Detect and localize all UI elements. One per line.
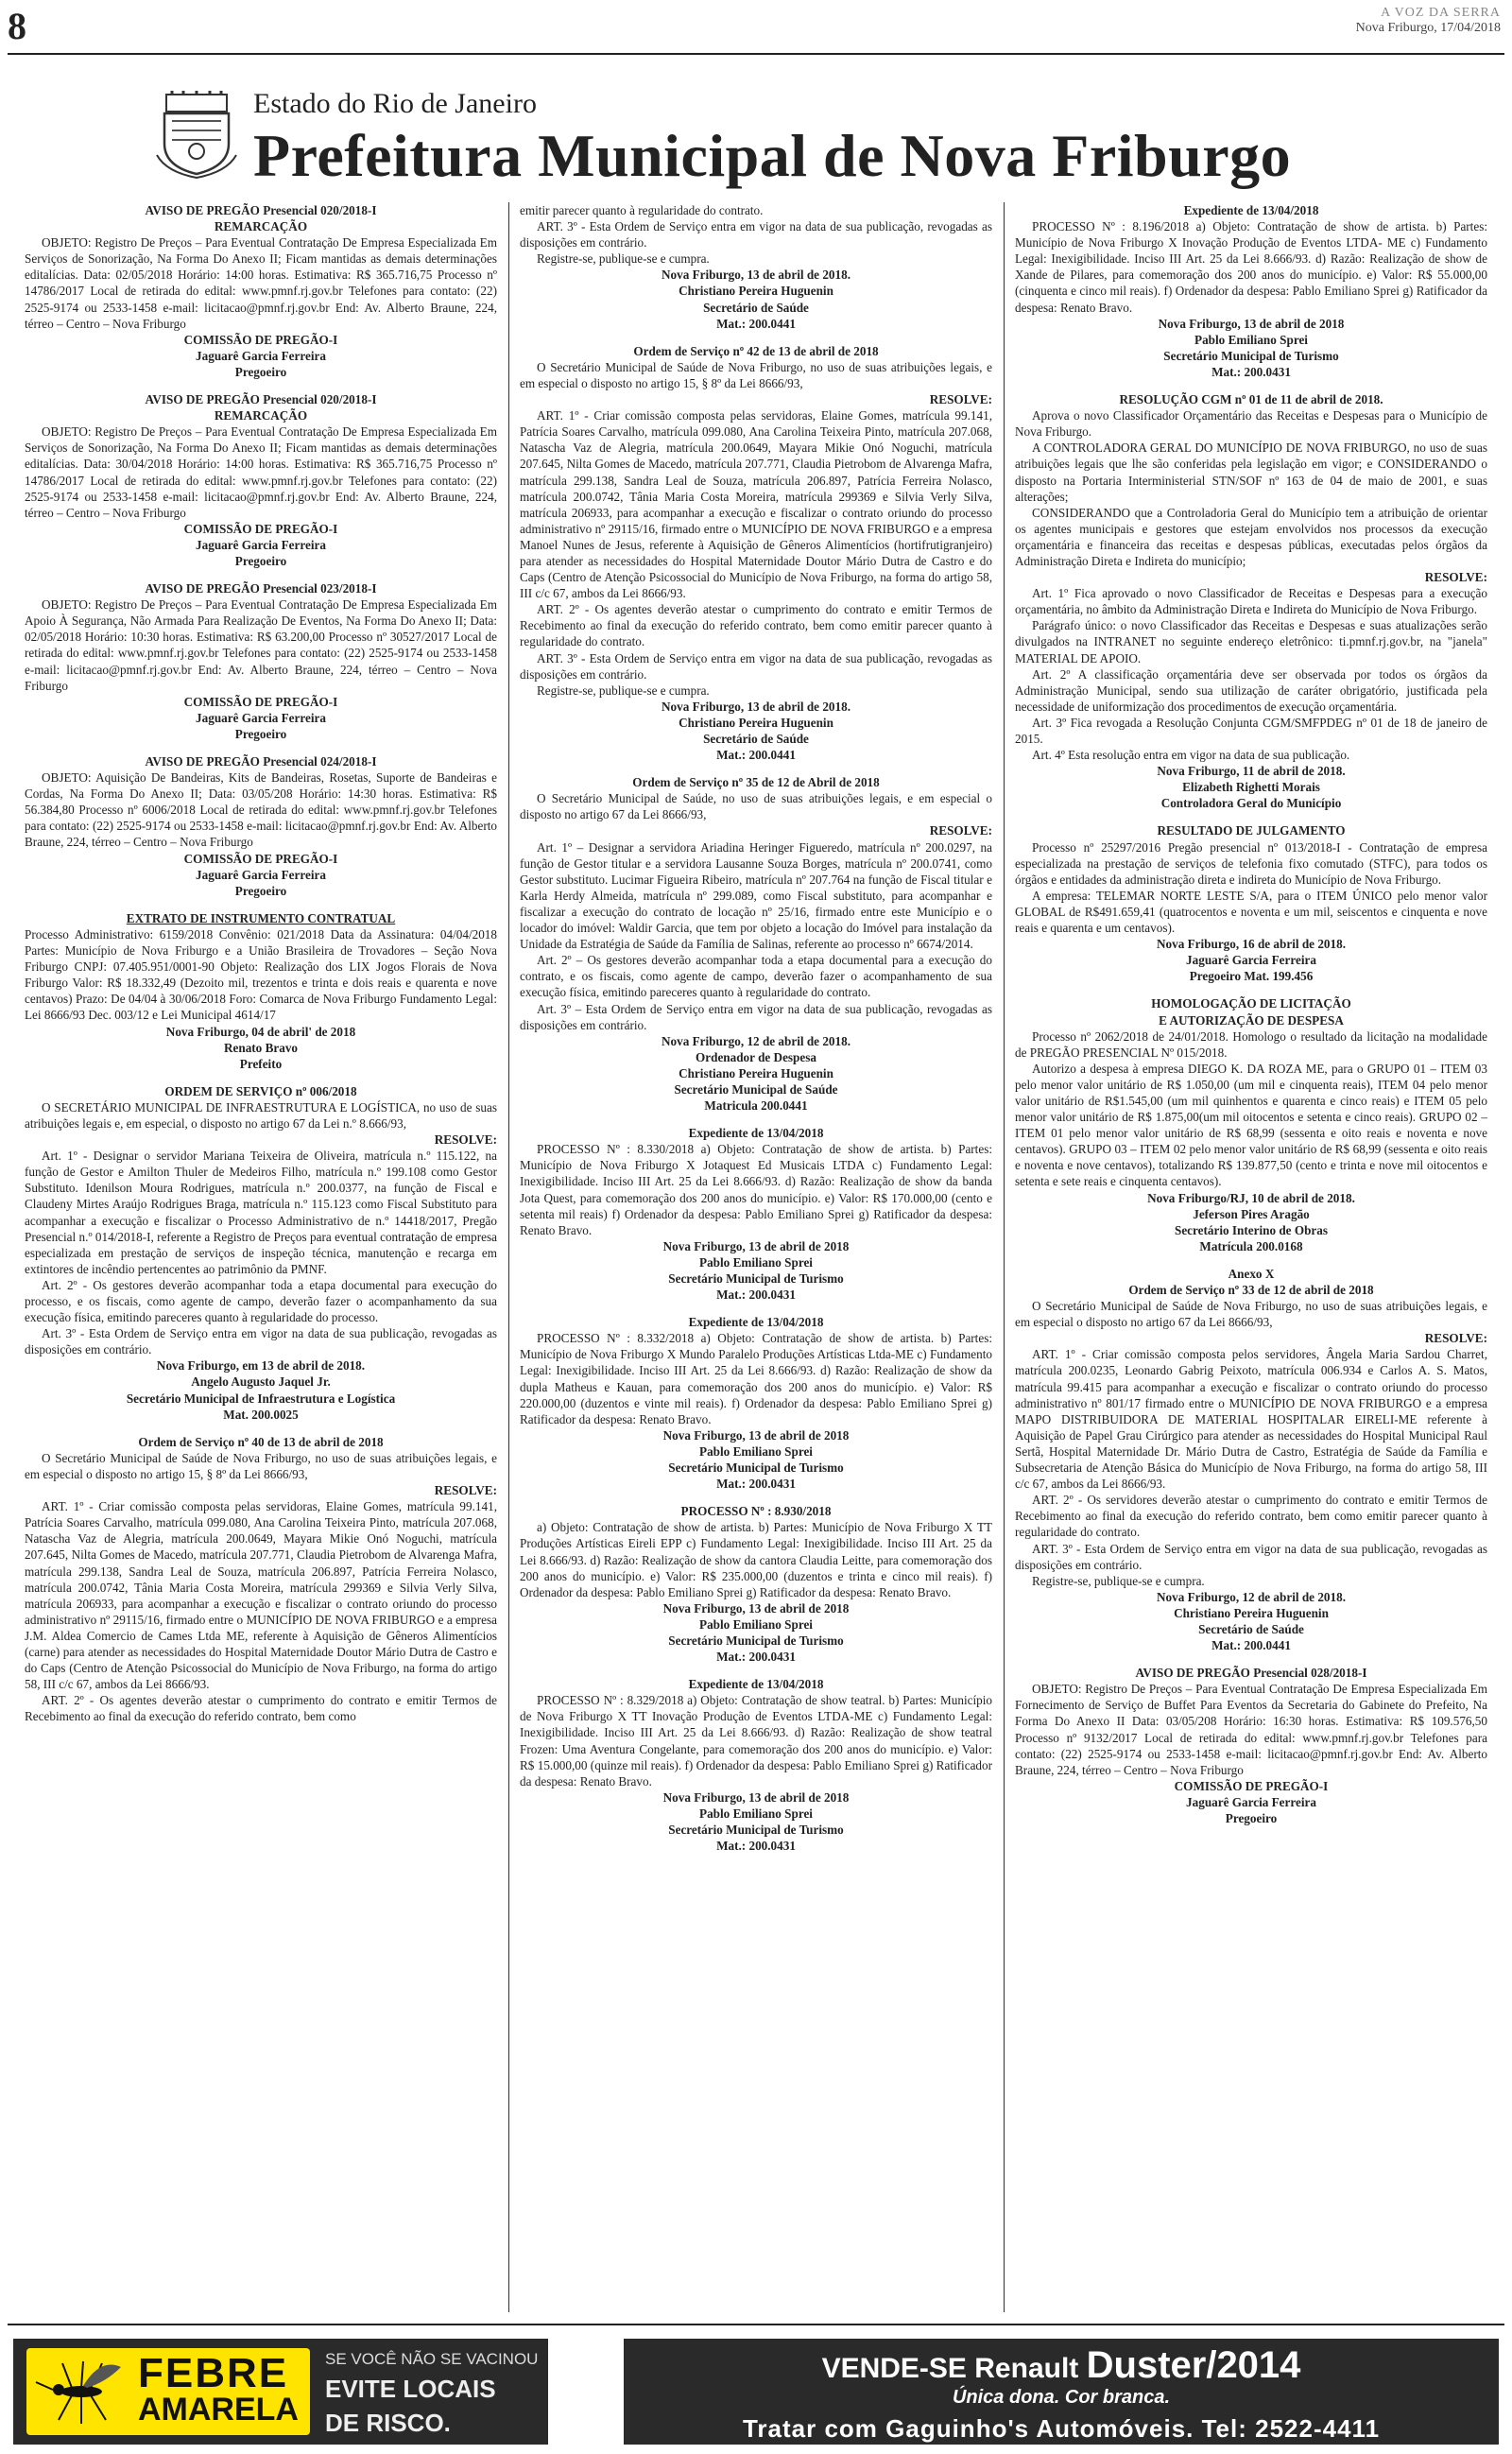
article-text: ART. 1º - Criar comissão composta pelos servidores, Ângela Maria Sardou Charret, matrícula 200.0235, Leonardo Gabrig Peixoto, matrícula 006.934 e Carlos A. S. Matos, matrícula 99.415 para acompanhar a execução e fiscalizar o contrato oriundo do processo administrativo nº 801/17 firmado entre o MUNICÍPIO DE NOVA FRIBURGO e a empresa MAPO DISTRIBUIDORA DE MATERIAL HOSPITALAR EIRELI-ME referente à Aquisição de Papel Grau Cirúrgico para atender as necessidades do Hospital Municipal Raul Sertã, Hospital Maternidade Dr. Mário Dutra de Castro, Estratégia de Saúde da Família e Subsecretaria de Atenção Básica do Município de Nova Friburgo, na forma do artigo 58, III c/c 67, ambos da Lei 8666/93. bbox=[1015, 1347, 1487, 1492]
signature-date: Nova Friburgo, 11 de abril de 2018. bbox=[1157, 764, 1346, 779]
signature-date: Nova Friburgo, 13 de abril de 2018 bbox=[662, 1238, 850, 1253]
signature-date: Nova Friburgo, 13 de abril de 2018 bbox=[662, 1600, 850, 1616]
notice-body: OBJETO: Registro De Preços – Para Eventual Contratação De Empresa Especializada Em Serviços de Sonorização, Na Forma Do Anexo II; Ficam mantidas as demais determinações editalícias. Data: 30/04/2018 Horário: 14:00 horas. Estimativa: R$ 365.716,75 Processo nº 14786/2017 Local de retirada do edital: www.pmnf.rj.gov.br Telefones para contato: (22) 2525-9174 ou 2533-1458 e-mail: licitacao@pmnf.rj.gov.br End: Av. Alberto Braune, 224, térreo – Centro – Nova Friburgo bbox=[25, 424, 497, 520]
signature-role: Secretário de Saúde bbox=[703, 732, 809, 746]
article-text: ART. 1º - Criar comissão composta pelas servidoras, Elaine Gomes, matrícula 99.141, Patrícia Soares Carvalho, matrícula 099.080, Ana Carolina Teixeira Pinto, matrícula 207.068, Natascha Vaz de Alegria, matrícula 200.0649, Mayara Mikie Onó Noguchi, matrícula 207.645, Nilta Gomes de Macedo, matrícula 207.771, Claudia Pietrobom de Alvarenga Mafra, matrícula 299.138, Sandra Leal de Souza, matrícula 206.897, Patrícia Ferreira Nolasco, matrícula 200.0742, Tânia Maria Costa Moreira, matrícula 299369 e Silvia Verly Silva, matrícula 206933, para acompanhar a execução e fiscalizar o contrato oriundo do processo administrativo nº 29115/16, firmado entre o MUNICÍPIO DE NOVA FRIBURGO e a empresa J.M. Aldea Comercio de Cames Ltda ME, referente à Aquisição de Gêneros Alimentícios (carne) para atender as necessidades do Hospital Maternidade Doutor Mário Dutra de Castro e do Caps (Centro de Atenção Psicossocial do Município de Nova Friburgo, na forma do artigo 58, III c/c 67, ambos da Lei 8666/93. bbox=[25, 1499, 497, 1692]
notice-subtitle: REMARCAÇÃO bbox=[214, 219, 308, 234]
footer-rule bbox=[8, 2324, 1504, 2325]
notice-title: RESULTADO DE JULGAMENTO bbox=[1157, 823, 1346, 838]
mosquito-icon bbox=[34, 2354, 129, 2429]
resolve-heading: RESOLVE: bbox=[434, 1132, 497, 1148]
signature-role: Secretário Municipal de Infraestrutura e Logística bbox=[126, 1391, 396, 1406]
signature-name: Christiano Pereira Huguenin bbox=[1174, 1605, 1329, 1620]
signature-id: Mat.: 200.0431 bbox=[716, 1477, 796, 1492]
newspaper-name: A VOZ DA SERRA bbox=[1381, 6, 1501, 20]
notice-title: AVISO DE PREGÃO Presencial 023/2018-I bbox=[145, 581, 377, 596]
signature-role: Pregoeiro bbox=[234, 726, 287, 741]
article-text: Registre-se, publique-se e cumpra. bbox=[1032, 1573, 1205, 1588]
signature-line: COMISSÃO DE PREGÃO-I bbox=[183, 694, 338, 709]
expediente-8329 bbox=[520, 1676, 992, 1854]
ad-fever-word2: AMARELA bbox=[138, 2392, 299, 2428]
resolve-heading: RESOLVE: bbox=[434, 1483, 497, 1498]
notice-title: AVISO DE PREGÃO Presencial 024/2018-I bbox=[145, 754, 377, 769]
ad-fever-text bbox=[325, 2350, 542, 2437]
notice-intro: O Secretário Municipal de Saúde de Nova Friburgo, no uso de suas atribuições legais, e em especial o disposto no artigo 15, § 8º da Lei 8666/93, bbox=[25, 1450, 497, 1481]
ad-fever-line1: SE VOCÊ NÃO SE VACINOU bbox=[325, 2350, 539, 2368]
notice-title: Ordem de Serviço nº 40 de 13 de abril de 2018 bbox=[138, 1434, 384, 1449]
notice-body: A empresa: TELEMAR NORTE LESTE S/A, para o ITEM ÚNICO pelo menor valor GLOBAL de R$491.659,41 (quatrocentos e noventa e um mil, seiscentos e cinquenta e nove reais e quarenta e um centavos). bbox=[1015, 888, 1487, 936]
signature-role: Secretário Municipal de Saúde bbox=[674, 1081, 838, 1097]
page-number: 8 bbox=[8, 5, 26, 47]
signature-date: Nova Friburgo, 13 de abril de 2018 bbox=[662, 1789, 850, 1805]
signature-id: Matrícula 200.0168 bbox=[1199, 1238, 1303, 1253]
signature-id: Mat.: 200.0441 bbox=[716, 748, 796, 763]
notice-title: Expediente de 13/04/2018 bbox=[688, 1126, 824, 1141]
article-text: Art. 3º – Esta Ordem de Serviço entra em vigor na data de sua publicação, revogadas as disposições em contrário. bbox=[520, 1001, 992, 1032]
notice-body: PROCESSO Nº : 8.196/2018 a) Objeto: Contratação de show de artista. b) Partes: Município de Nova Friburgo X Inovação Produção de Eventos LTDA- ME c) Fundamento Legal: Inexigibilidade. Inciso III Art. 25 da Lei 8.666/93. d) Razão: Realização de show de Xande de Pilares, para comemoração dos 200 anos do município. e) Valor: R$ 55.000,00 (cinquenta e cinco mil reais). f) Ordenador da despesa: Pablo Emiliano Sprei g) Ratificador da despesa: Renato Bravo. bbox=[1015, 219, 1487, 315]
notice-body: Autorizo a despesa à empresa DIEGO K. DA ROZA ME, para o GRUPO 01 – ITEM 03 pelo menor valor unitário de R$ 1.050,00 (um mil e cinquenta reais), ITEM 04 pelo menor valor unitário de R$1.545,00 (um mil quinhentos e quarenta e cinco reais) e ITEM 05 pelo menor valor unitário de R$ 1.875,00(um mil oitocentos e setenta e cinco reais). GRUPO 02 – ITEM 01 pelo menor valor unitário de R$ 68,99 (sessenta e oito reais e noventa e nove centavos). GRUPO 03 – ITEM 02 pelo menor valor unitário de R$ 68,99 (sessenta e oito reais e noventa e nove centavos), totalizando R$ 139.877,50 (cento e trinta e nove mil oitocentos e setenta e sete reais e cinquenta centavos). bbox=[1015, 1061, 1487, 1189]
article-text: ART. 2º - Os agentes deverão atestar o cumprimento do contrato e emitir Termos de Recebimento ao final da execução do referido contrato, bem como bbox=[25, 1693, 497, 1724]
notice-title: AVISO DE PREGÃO Presencial 020/2018-I bbox=[145, 392, 377, 407]
article-text: A CONTROLADORA GERAL DO MUNICÍPIO DE NOVA FRIBURGO, no uso de suas atribuições legais que lhe são conferidas pela legislação em vigor; e CONSIDERANDO o disposto na Portaria Interministerial STN/SOF nº 163 de 04 de maio de 2001, e suas alterações; bbox=[1015, 441, 1487, 504]
notice-subtitle: REMARCAÇÃO bbox=[214, 408, 308, 423]
resolution-cgm-01 bbox=[1015, 391, 1487, 811]
column-divider bbox=[508, 202, 509, 2312]
signature-date: Nova Friburgo, 04 de abril' de 2018 bbox=[165, 1024, 356, 1039]
signature-date: Nova Friburgo, em 13 de abril de 2018. bbox=[156, 1358, 366, 1374]
notice-body: OBJETO: Registro De Preços – Para Eventual Contratação De Empresa Especializada Em Serviços de Sonorização, Na Forma Do Anexo II; Ficam mantidas as demais determinações editalícias. Data: 02/05/2018 Horário: 14:00 horas. Estimativa: R$ 365.716,75 Processo nº 14786/2017 Local de retirada do edital: www.pmnf.rj.gov.br Telefones para contato: (22) 2525-9174 ou 2533-1458 e-mail: licitacao@pmnf.rj.gov.br End: Av. Alberto Braune, 224, térreo – Centro – Nova Friburgo bbox=[25, 235, 497, 331]
article-text: Parágrafo único: o novo Classificador das Receitas e Despesas e suas atualizações serão divulgados na INTRANET no seguinte endereço eletrônico: ti.pmnf.rj.gov.br, na "janela" MATERIAL DE APOIO. bbox=[1015, 618, 1487, 665]
signature-role: Pregoeiro bbox=[234, 553, 287, 568]
article-text: Art. 2º – Os gestores deverão acompanhar toda a etapa documental para a execução do contrato, e os fiscais, como agente de campo, deverão fazer o acompanhamento de sua execução física, emitindo pareceres quanto à regularidade do contrato. bbox=[520, 953, 992, 1000]
signature-id: Mat. 200.0025 bbox=[223, 1407, 299, 1422]
signature-role: Prefeito bbox=[239, 1056, 283, 1071]
notice-body: Processo nº 2062/2018 de 24/01/2018. Homologo o resultado da licitação na modalidade de PREGÃO PRESENCIAL Nº 015/2018. bbox=[1015, 1028, 1487, 1060]
notice-body: Processo Administrativo: 6159/2018 Convênio: 021/2018 Data da Assinatura: 04/04/2018 Partes: Município de Nova Friburgo e a União Brasileira de Trovadores – Seção Nova Friburgo CNPJ: 07.405.951/0001-90 Objeto: Realização dos LIX Jogos Florais de Nova Friburgo Valor: R$ 18.332,49 (Dezoito mil, trezentos e trinta e dois reais e quarenta e nove centavos) Prazo: De 04/04 à 30/06/2018 Foro: Comarca de Nova Friburgo Fundamento Legal: Lei 8666/93 Dec. 003/12 e Lei Municipal 4614/17 bbox=[25, 926, 497, 1023]
signature-date: Nova Friburgo, 16 de abril de 2018. bbox=[1156, 937, 1346, 952]
signature-role: Pregoeiro bbox=[1225, 1811, 1278, 1825]
signature-name: Jeferson Pires Aragão bbox=[1193, 1206, 1310, 1221]
expediente-8330 bbox=[520, 1125, 992, 1303]
article-text: Art. 3º - Esta Ordem de Serviço entra em vigor na data de sua publicação, revogadas as disposições em contrário. bbox=[25, 1326, 497, 1357]
signature-line: COMISSÃO DE PREGÃO-I bbox=[183, 521, 338, 536]
article-text: Art. 3º Fica revogada a Resolução Conjunta CGM/SMFPDEG nº 01 de 18 de janeiro de 2015. bbox=[1015, 715, 1487, 746]
signature-id: Mat.: 200.0431 bbox=[716, 1839, 796, 1854]
notice-body: PROCESSO Nº : 8.332/2018 a) Objeto: Contratação de show de artista. b) Partes: Município de Nova Friburgo X Mundo Paralelo Produções Artísticas Ltda-ME c) Fundamento Legal: Inexigibilidade. Inciso III Art. 25 da Lei 8.666/93. d) Razão: Realização de show da dupla Matheus e Kauan, para comemoração dos 200 anos do município. e) Valor: R$ 220.000,00 (duzentos e vinte mil reais). f) Ordenador da despesa: Pablo Emiliano Sprei g) Ratificador da despesa: Renato Bravo. bbox=[520, 1331, 992, 1426]
article-text: Art. 1º – Designar a servidora Ariadina Heringer Figueredo, matrícula nº 200.0297, na função de Gestor titular e a servidora Lausanne Souza Borges, matrícula nº 200.0741, como Gestor substituto. Lucimar Figueira Ribeiro, matrícula nº 207.764 na função de Fiscal titular e Karla Herdy Almeida, matrícula nº 299.089, como Fiscal substituto, para acompanhar e fiscalizar a execução do contrato de locação nº 25/16, firmado entre este Município e o locador do imóvel: Waldir Garcia, que tem por objeto a locação do Imóvel para instalação da Unidade da Estratégia de Saúde da Família de Salinas, referente ao processo nº 6674/2014. bbox=[520, 839, 992, 952]
signature-name: Renato Bravo bbox=[223, 1040, 299, 1055]
ad-car-headline-text: VENDE-SE Renault bbox=[821, 2353, 1087, 2384]
article-text: Art. 4º Esta resolução entra em vigor na data de sua publicação. bbox=[1032, 748, 1350, 763]
annex-title: Anexo X bbox=[1228, 1266, 1275, 1281]
signature-name: Jaguarê Garcia Ferreira bbox=[196, 537, 326, 552]
expediente-8332 bbox=[520, 1314, 992, 1492]
signature-name: Jaguarê Garcia Ferreira bbox=[196, 867, 326, 882]
signature-id: Mat.: 200.0431 bbox=[1211, 364, 1291, 379]
resolve-heading: RESOLVE: bbox=[1424, 1331, 1487, 1346]
notice-title: AVISO DE PREGÃO Presencial 020/2018-I bbox=[145, 203, 377, 217]
signature-id: Mat.: 200.0441 bbox=[716, 316, 796, 331]
signature-date: Nova Friburgo, 13 de abril de 2018 bbox=[662, 1427, 850, 1443]
column-middle bbox=[520, 202, 992, 2308]
notice-title: EXTRATO DE INSTRUMENTO CONTRATUAL bbox=[126, 910, 396, 925]
article-text: ART. 3º - Esta Ordem de Serviço entra em vigor na data de sua publicação, revogadas as disposições em contrário. bbox=[520, 219, 992, 251]
resolve-heading: RESOLVE: bbox=[929, 823, 992, 838]
article-text: Art. 2º - Os gestores deverão acompanhar toda a etapa documental para execução do processo, e os fiscais, como agente de campo, deverão fazer o acompanhamento da sua execução física, emitindo pareceres quanto à regularidade do processo. bbox=[25, 1277, 497, 1325]
column-left bbox=[25, 202, 497, 2308]
column-right bbox=[1015, 202, 1487, 2308]
notice-body: PROCESSO Nº : 8.329/2018 a) Objeto: Contratação de show teatral. b) Partes: Município de Nova Friburgo X TT Inovação Produção de Eventos LTDA-ME c) Fundamento Legal: Inexigibilidade. Inciso III Art. 25 da Lei 8.666/93. d) Razão: Realização de show teatral Frozen: Uma Aventura Congelante, para comemoração dos 200 anos do município. e) Valor: R$ 15.000,00 (quinze mil reais). f) Ordenador da despesa: Pablo Emiliano Sprei g) Ratificador da despesa: Renato Bravo. bbox=[520, 1693, 992, 1789]
signature-name: Christiano Pereira Huguenin bbox=[679, 284, 833, 299]
signature-date: Nova Friburgo, 12 de abril de 2018. bbox=[661, 1033, 850, 1048]
signature-date: Nova Friburgo, 12 de abril de 2018. bbox=[1156, 1589, 1346, 1604]
signature-role: Secretário Municipal de Turismo bbox=[1163, 348, 1339, 363]
signature-line: COMISSÃO DE PREGÃO-I bbox=[183, 332, 338, 347]
signature-name: Pablo Emiliano Sprei bbox=[1194, 332, 1308, 347]
signature-role: Secretário Interino de Obras bbox=[1174, 1222, 1328, 1237]
article-text: ART. 1º - Criar comissão composta pelas servidoras, Elaine Gomes, matrícula 99.141, Patrícia Soares Carvalho, matrícula 099.080, Ana Carolina Teixeira Pinto, matrícula 207.068, Natascha Vaz de Alegria, matrícula 200.0649, Mayara Mikie Onó Noguchi, matrícula 207.645, Nilta Gomes de Macedo, matrícula 207.771, Claudia Pietrobom de Alvarenga Mafra, matrícula 299.138, Sandra Leal de Souza, matrícula 206.897, Patrícia Ferreira Nolasco, matrícula 200.0742, Tânia Maria Costa Moreira, matrícula 299369 e Silvia Verly Silva, matrícula 206933, para acompanhar a execução e fiscalizar o contrato oriundo do processo administrativo nº 29115/16, firmado entre o MUNICÍPIO DE NOVA FRIBURGO e a empresa Manoel Nunes de Jesus, referente à Aquisição de Gêneros Alimentícios (hortifrutigranjeiro) para atender as necessidades do Hospital Maternidade Doutor Mário Dutra de Castro e do Caps (Centro de Atenção Psicossocial do Município de Nova Friburgo, na forma do artigo 58, III c/c 67, ambos da Lei 8666/93. bbox=[520, 408, 992, 601]
notice-title: Expediente de 13/04/2018 bbox=[1183, 203, 1319, 217]
yellow-fever-ad bbox=[13, 2339, 548, 2445]
signature-id: Mat.: 200.0441 bbox=[1211, 1638, 1291, 1653]
notice-body: Processo nº 25297/2016 Pregão presencial nº 013/2018-I - Contratação de empresa especializada na prestação de serviços de telefonia fixo comutado (STFC), para todos os órgãos e entidades da administração direta e indireta do Município de Nova Friburgo. bbox=[1015, 839, 1487, 887]
article-text: Art. 2º A classificação orçamentária deve ser observada por todos os órgãos da Administração Municipal, sendo sua utilização de caráter obrigatório, justificada pela necessidade de uniformização dos procedimentos de execução orçamentária. bbox=[1015, 666, 1487, 714]
signature-role: Pregoeiro bbox=[234, 883, 287, 898]
article-text: ART. 2º - Os servidores deverão atestar o cumprimento do contrato e emitir Termos de Recebimento ao final da execução do referido contrato, bem como emitir parecer quanto à regularidade do contrato. bbox=[1015, 1493, 1487, 1540]
signature-name: Jaguarê Garcia Ferreira bbox=[1186, 953, 1316, 968]
signature-role: Secretário Municipal de Turismo bbox=[668, 1823, 844, 1837]
coat-of-arms-icon bbox=[153, 89, 240, 180]
article-text: CONSIDERANDO que a Controladoria Geral do Município tem a atribuição de orientar os agentes municipais e gestores que estejam envolvidos nos processos da execução orçamentária e financeira das receitas e despesas públicas, executadas pelos órgãos da Administração Direta e Indireta do município; bbox=[1015, 505, 1487, 568]
signature-name: Jaguarê Garcia Ferreira bbox=[196, 348, 326, 363]
signature-id: Mat.: 200.0431 bbox=[716, 1650, 796, 1665]
column-divider bbox=[1004, 202, 1005, 2312]
notice-pregao-024 bbox=[25, 753, 497, 899]
ad-car-contact: Tratar com Gaguinho's Automóveis. Tel: 2522-4411 bbox=[742, 2414, 1381, 2443]
article-text: Art. 1º - Designar o servidor Mariana Teixeira de Oliveira, matrícula n.º 115.122, na função de Gestor e Amilton Thuler de Medeiros Filho, matrícula n.º 199.108 como Gestor Substituto. Idenilson Moura Rodrigues, matrícula n.º 200.0377, na função de Fiscal e Claudeny Mirtes Araújo Rodrigues Braga, matrícula n.º 115.123 como Fiscal Substituto para acompanhar a execução e fiscalizar o Processo Administrativo de n.º 14418/2017, Pregão Presencial n.º 014/2018-I, referente a Registro de Preços para eventual contratação de empresa especializada em prestação de serviços de inspeção técnica, manutenção e recarga em extintores de incêndio pertencentes ao patrimônio da PMNF. bbox=[25, 1149, 497, 1276]
service-order-40 bbox=[25, 1434, 497, 1725]
resolve-heading: RESOLVE: bbox=[929, 392, 992, 407]
article-text: emitir parecer quanto à regularidade do contrato. bbox=[520, 203, 764, 217]
signature-name: Jaguarê Garcia Ferreira bbox=[196, 710, 326, 725]
service-order-40-continued bbox=[520, 202, 992, 332]
signature-date: Nova Friburgo, 13 de abril de 2018. bbox=[661, 699, 850, 714]
signature-line: COMISSÃO DE PREGÃO-I bbox=[183, 851, 338, 866]
processo-8930 bbox=[520, 1503, 992, 1665]
article-text: Registre-se, publique-se e cumpra. bbox=[537, 683, 710, 698]
expediente-8196 bbox=[1015, 202, 1487, 380]
ad-fever-line3: DE RISCO. bbox=[325, 2409, 451, 2437]
notice-title: Ordem de Serviço nº 35 de 12 de Abril de 2018 bbox=[632, 775, 880, 790]
notice-intro: O Secretário Municipal de Saúde, no uso de suas atribuições legais, e em especial o disposto no artigo 67 da Lei 8666/93, bbox=[520, 791, 992, 822]
signature-role: Secretário Municipal de Turismo bbox=[668, 1271, 844, 1286]
notice-title: Ordem de Serviço nº 42 de 13 de abril de 2018 bbox=[633, 343, 879, 358]
notice-pregao-023 bbox=[25, 580, 497, 742]
notice-title: Expediente de 13/04/2018 bbox=[688, 1315, 824, 1330]
article-text: ART. 3º - Esta Ordem de Serviço entra em vigor na data de sua publicação, revogadas as disposições em contrário. bbox=[1015, 1541, 1487, 1572]
signature-role: Ordenador de Despesa bbox=[696, 1049, 816, 1064]
notice-title: RESOLUÇÃO CGM nº 01 de 11 de abril de 2018. bbox=[1119, 392, 1383, 407]
notice-intro: Aprova o novo Classificador Orçamentário das Receitas e Despesas para o Município de Nova Friburgo. bbox=[1015, 408, 1487, 440]
service-order-42 bbox=[520, 343, 992, 763]
notice-title: ORDEM DE SERVIÇO nº 006/2018 bbox=[164, 1083, 357, 1098]
service-order-35 bbox=[520, 774, 992, 1114]
car-sale-ad bbox=[624, 2339, 1499, 2445]
service-order-33 bbox=[1015, 1266, 1487, 1653]
masthead-title: Prefeitura Municipal de Nova Friburgo bbox=[253, 122, 1292, 189]
notice-subtitle: E AUTORIZAÇÃO DE DESPESA bbox=[1159, 1012, 1344, 1028]
notice-pregao-020-remarcacao-b bbox=[25, 391, 497, 569]
signature-name: Elizabeth Righetti Morais bbox=[1182, 780, 1320, 795]
notice-intro: O Secretário Municipal de Saúde de Nova Friburgo, no uso de suas atribuições legais, e em especial o disposto no artigo 15, § 8º da Lei 8666/93, bbox=[520, 359, 992, 390]
signature-name: Pablo Emiliano Sprei bbox=[699, 1616, 813, 1632]
signature-role: Pregoeiro bbox=[234, 364, 287, 379]
signature-id: Mat.: 200.0431 bbox=[716, 1287, 796, 1303]
article-text: ART. 2º - Os agentes deverão atestar o cumprimento do contrato e emitir Termos de Recebimento ao final da execução do referido contrato, bem como emitir parecer quanto à regularidade do contrato. bbox=[520, 602, 992, 649]
signature-name: Pablo Emiliano Sprei bbox=[699, 1443, 813, 1459]
homologation bbox=[1015, 995, 1487, 1254]
header-rule bbox=[8, 53, 1504, 55]
notice-body: a) Objeto: Contratação de show de artista. b) Partes: Município de Nova Friburgo X TT Produções Artísticas Eireli EPP c) Fundamento Legal: Inexigibilidade. Inciso III Art. 25 da Lei 8.666/93. d) Razão: Realização de show da cantora Claudia Leitte, para comemoração dos 200 anos do município. e) Valor: R$ 235.000,00 (duzentos e trinta e cinco mil reais). f) Ordenador da despesa: Pablo Emiliano Sprei g) Ratificador da despesa: Renato Bravo. bbox=[520, 1520, 992, 1599]
article-text: ART. 3º - Esta Ordem de Serviço entra em vigor na data de sua publicação, revogadas as disposições em contrário. bbox=[520, 650, 992, 682]
signature-date: Nova Friburgo, 13 de abril de 2018. bbox=[661, 268, 850, 283]
signature-role: Controladora Geral do Município bbox=[1160, 796, 1342, 811]
signature-role: Secretário de Saúde bbox=[703, 300, 809, 315]
notice-intro: O Secretário Municipal de Saúde de Nova Friburgo, no uso de suas atribuições legais, e em especial o disposto no artigo 67 da Lei 8666/93, bbox=[1015, 1299, 1487, 1330]
article-text: Art. 1º Fica aprovado o novo Classificador de Receitas e Despesas para a execução orçamentária, no âmbito da Administração Direta e Indireta do Município de Nova Friburgo. bbox=[1015, 586, 1487, 617]
dateline: Nova Friburgo, 17/04/2018 bbox=[1355, 21, 1501, 35]
signature-role: Pregoeiro Mat. 199.456 bbox=[1189, 969, 1314, 984]
notice-body: PROCESSO Nº : 8.330/2018 a) Objeto: Contratação de show de artista. b) Partes: Município de Nova Friburgo X Jotaquest Ed Musicais LTDA c) Fundamento Legal: Inexigibilidade. Inciso III Art. 25 da Lei 8.666/93. d) Razão: Realização de show da banda Jota Quest, para comemoração dos 200 anos do município. e) Valor: R$ 170.000,00 (cento e setenta mil reais) f) Ordenador da despesa: Pablo Emiliano Sprei g) Ratificador da despesa: Renato Bravo. bbox=[520, 1142, 992, 1237]
article-text: Registre-se, publique-se e cumpra. bbox=[537, 251, 710, 267]
notice-title: Ordem de Serviço nº 33 de 12 de abril de 2018 bbox=[1128, 1283, 1374, 1297]
signature-role: Secretário de Saúde bbox=[1198, 1621, 1304, 1636]
page-header-info bbox=[1356, 6, 1501, 36]
signature-date: Nova Friburgo/RJ, 10 de abril de 2018. bbox=[1147, 1190, 1355, 1205]
signature-name: Christiano Pereira Huguenin bbox=[679, 715, 833, 730]
signature-name: Christiano Pereira Huguenin bbox=[679, 1065, 833, 1080]
signature-line: COMISSÃO DE PREGÃO-I bbox=[1174, 1778, 1329, 1793]
notice-title: AVISO DE PREGÃO Presencial 028/2018-I bbox=[1135, 1666, 1367, 1681]
ad-car-model: Duster/2014 bbox=[1086, 2344, 1301, 2386]
ad-car-headline bbox=[624, 2344, 1499, 2387]
signature-date: Nova Friburgo, 13 de abril de 2018 bbox=[1158, 316, 1345, 331]
notice-title: Expediente de 13/04/2018 bbox=[688, 1677, 824, 1692]
resolve-heading: RESOLVE: bbox=[1424, 570, 1487, 585]
notice-pregao-028 bbox=[1015, 1665, 1487, 1826]
signature-role: Secretário Municipal de Turismo bbox=[668, 1633, 844, 1648]
judgment-result bbox=[1015, 822, 1487, 984]
ad-car-details: Única dona. Cor branca. bbox=[952, 2387, 1171, 2408]
notice-title: PROCESSO Nº : 8.930/2018 bbox=[680, 1504, 832, 1519]
signature-name: Pablo Emiliano Sprei bbox=[699, 1254, 813, 1270]
signature-id: Matricula 200.0441 bbox=[704, 1098, 808, 1114]
ad-fever-word1: FEBRE bbox=[138, 2350, 289, 2396]
signature-role: Secretário Municipal de Turismo bbox=[668, 1460, 844, 1476]
notice-body: OBJETO: Registro De Preços – Para Eventual Contratação De Empresa Especializada Em Fornecimento de Serviço de Buffet Para Eventos da Secretaria do Gabinete do Prefeito, Na Forma Do Anexo II Data: 03/05/208 Horário: 16:30 horas. Estimativa: R$ 109.576,50 Processo nº 9132/2017 Local de retirada do edital: www.pmnf.rj.gov.br Telefones para contato: (22) 2525-9174 ou 2533-1458 e-mail: licitacao@pmnf.rj.gov.br End: Av. Alberto Braune, 224, térreo – Centro – Nova Friburgo bbox=[1015, 1682, 1487, 1777]
notice-title: HOMOLOGAÇÃO DE LICITAÇÃO bbox=[1151, 996, 1351, 1011]
contract-extract bbox=[25, 910, 497, 1072]
notice-body: OBJETO: Registro De Preços – Para Eventual Contratação De Empresa Especializada Em Apoio À Segurança, Não Armada Para Realização De Eventos, Na Forma Do Anexo II; Data: 02/05/2018 Horário: 10:30 horas. Estimativa: R$ 63.200,00 Processo nº 30527/2017 Local de retirada do edital: www.pmnf.rj.gov.br Telefones para contato: (22) 2525-9174 ou 2533-1458 e-mail: licitacao@pmnf.rj.gov.br End: Av. Alberto Braune, 224, térreo – Centro – Nova Friburgo bbox=[25, 597, 497, 693]
notice-pregao-020-remarcacao-a bbox=[25, 202, 497, 380]
signature-name: Jaguarê Garcia Ferreira bbox=[1186, 1794, 1316, 1809]
ad-fever-line2: EVITE LOCAIS bbox=[325, 2375, 496, 2403]
service-order-006 bbox=[25, 1083, 497, 1423]
masthead-state: Estado do Rio de Janeiro bbox=[253, 88, 537, 119]
signature-name: Angelo Augusto Jaquel Jr. bbox=[191, 1374, 331, 1390]
notice-intro: O SECRETÁRIO MUNICIPAL DE INFRAESTRUTURA E LOGÍSTICA, no uso de suas atribuições legais e, em especial, o disposto no artigo 67 da Lei n.º 8.666/93, bbox=[25, 1099, 497, 1131]
signature-name: Pablo Emiliano Sprei bbox=[699, 1806, 813, 1821]
notice-body: OBJETO: Aquisição De Bandeiras, Kits de Bandeiras, Rosetas, Suporte de Bandeiras e Cordas, Na Forma Do Anexo II; Data: 03/05/208 Horário: 14:30 horas. Estimativa: R$ 56.384,80 Processo nº 6006/2018 Local de retirada do edital: www.pmnf.rj.gov.br Telefones para contato: (22) 2525-9174 ou 2533-1458 e-mail: licitacao@pmnf.rj.gov.br End: Av. Alberto Braune, 224, térreo – Centro – Nova Friburgo bbox=[25, 770, 497, 850]
